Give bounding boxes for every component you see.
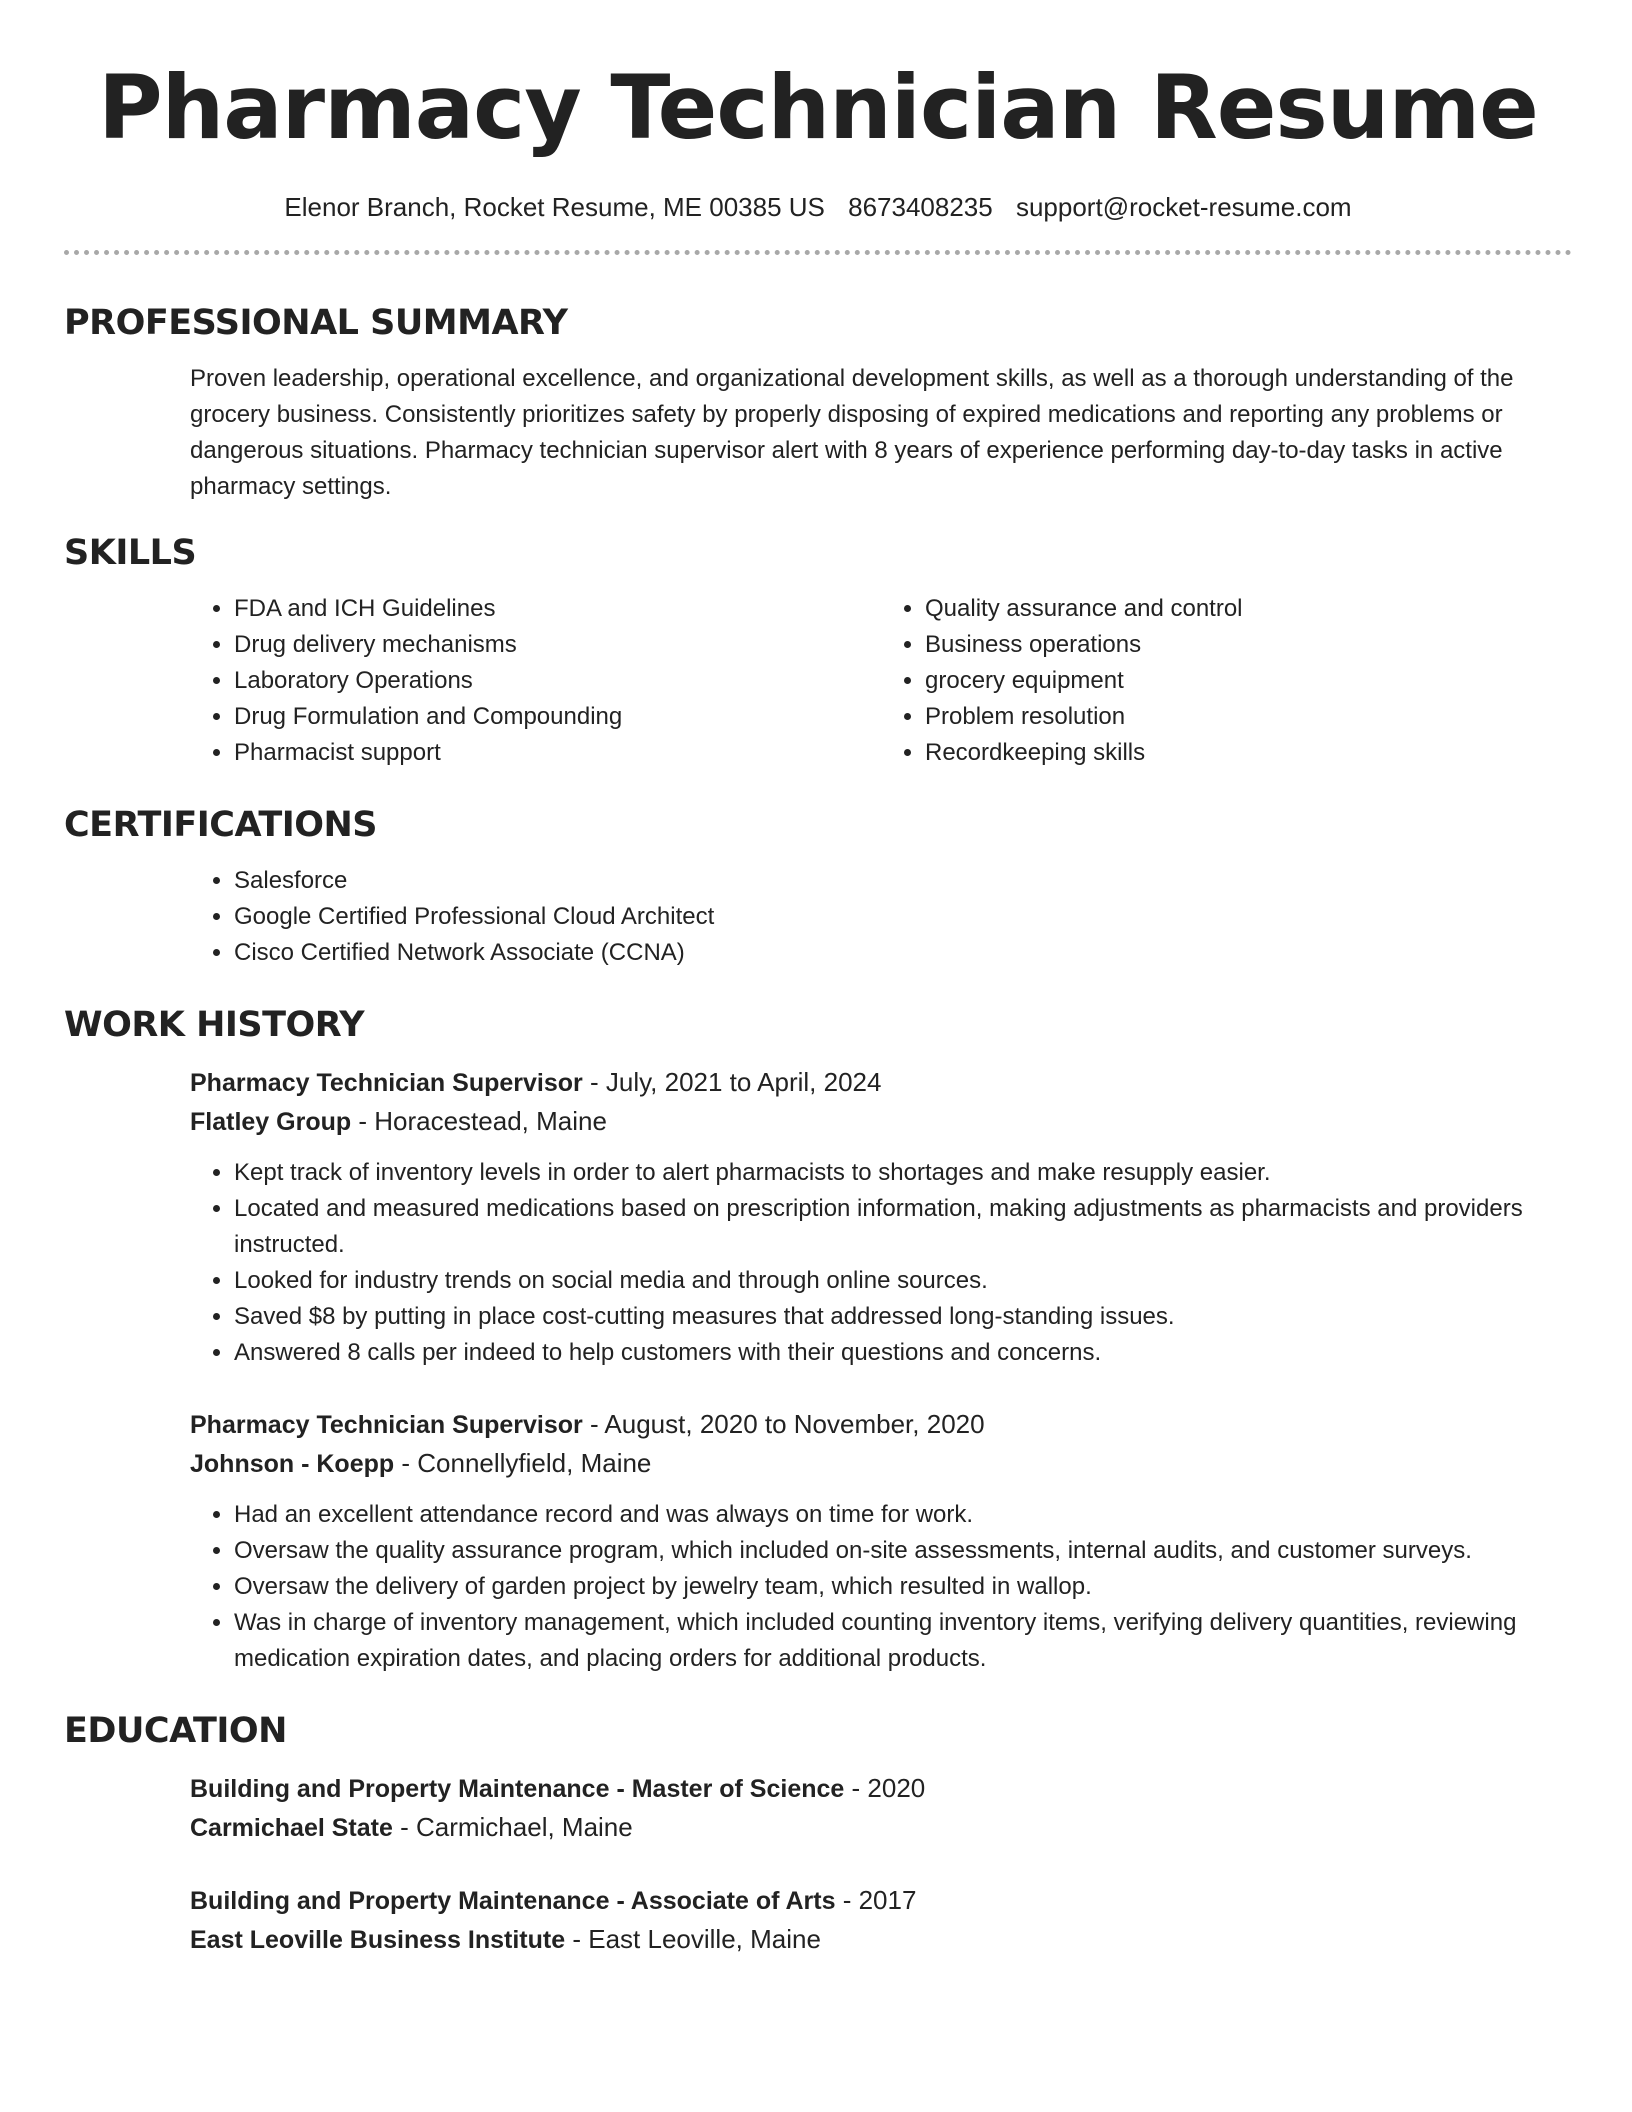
education-degree: Building and Property Maintenance - Associate of Arts — [190, 1887, 836, 1915]
skills-grid — [190, 591, 1572, 771]
summary-heading: PROFESSIONAL SUMMARY — [64, 303, 568, 343]
resume-title: Pharmacy Technician Resume — [98, 56, 1538, 159]
job-bullet: • Looked for industry trends on social media and through online sources. — [234, 1263, 1572, 1299]
certification-item: • Salesforce — [234, 863, 1572, 899]
header-divider — [64, 250, 1572, 255]
job-title-line — [190, 1063, 1572, 1102]
skill-item: • grocery equipment — [925, 663, 1572, 699]
education-degree-line — [190, 1881, 1572, 1920]
job-bullet: • Oversaw the quality assurance program, which included on-site assessments, internal audits, and customer surveys. — [234, 1533, 1572, 1569]
education-school-line — [190, 1920, 1572, 1959]
job-dates: - July, 2021 to April, 2024 — [582, 1067, 882, 1097]
skill-item: • Business operations — [925, 627, 1572, 663]
summary-section — [64, 301, 1572, 505]
resume-page — [64, 0, 1572, 1959]
education-year: - 2020 — [844, 1773, 926, 1803]
certifications-list — [190, 863, 1572, 971]
contact-email: support@rocket-resume.com — [1015, 192, 1352, 222]
skills-right-list — [881, 591, 1572, 771]
contact-line — [64, 190, 1572, 224]
contact-phone: 8673408235 — [848, 192, 993, 222]
skill-item: • Problem resolution — [925, 699, 1572, 735]
education-school: East Leoville Business Institute — [190, 1926, 566, 1954]
education-school-line — [190, 1808, 1572, 1847]
skills-left-list — [190, 591, 881, 771]
job-bullet: • Kept track of inventory levels in order to alert pharmacists to shortages and make resupply easier. — [234, 1155, 1572, 1191]
contact-address: Elenor Branch, Rocket Resume, ME 00385 US — [284, 192, 825, 222]
education-degree-line — [190, 1769, 1572, 1808]
skill-item: • Laboratory Operations — [234, 663, 881, 699]
skill-item: • Recordkeeping skills — [925, 735, 1572, 771]
job-company: Flatley Group — [190, 1108, 352, 1136]
job-bullet: • Was in charge of inventory management, which included counting inventory items, verifying delivery quantities, reviewing medication expiration dates, and placing orders for additional products. — [234, 1605, 1572, 1677]
job-bullet: • Located and measured medications based on prescription information, making adjustments as pharmacists and providers instructed. — [234, 1191, 1572, 1263]
skills-heading: SKILLS — [64, 533, 197, 573]
job-bullet: • Saved $8 by putting in place cost-cutting measures that addressed long-standing issues. — [234, 1299, 1572, 1335]
work-heading: WORK HISTORY — [64, 1005, 365, 1045]
skill-item: • Drug Formulation and Compounding — [234, 699, 881, 735]
education-section — [64, 1709, 1572, 1959]
certifications-section — [64, 803, 1572, 971]
certification-item: • Google Certified Professional Cloud Architect — [234, 899, 1572, 935]
job-bullets — [190, 1155, 1572, 1371]
skills-section — [64, 531, 1572, 771]
education-entry — [190, 1769, 1572, 1847]
job-dates: - August, 2020 to November, 2020 — [582, 1409, 985, 1439]
skill-item: • Quality assurance and control — [925, 591, 1572, 627]
certification-item: • Cisco Certified Network Associate (CCNA) — [234, 935, 1572, 971]
job-title-line — [190, 1405, 1572, 1444]
certifications-heading: CERTIFICATIONS — [64, 805, 378, 845]
job-location: - Connellyfield, Maine — [394, 1448, 652, 1478]
job-location: - Horacestead, Maine — [351, 1106, 607, 1136]
job-title: Pharmacy Technician Supervisor — [190, 1069, 583, 1097]
education-degree: Building and Property Maintenance - Master of Science — [190, 1775, 845, 1803]
job-entry — [190, 1063, 1572, 1371]
job-bullets — [190, 1497, 1572, 1677]
skill-item: • Drug delivery mechanisms — [234, 627, 881, 663]
job-bullet: • Had an excellent attendance record and was always on time for work. — [234, 1497, 1572, 1533]
work-section — [64, 1003, 1572, 1677]
job-title: Pharmacy Technician Supervisor — [190, 1411, 583, 1439]
education-school: Carmichael State — [190, 1814, 393, 1842]
job-bullet: • Answered 8 calls per indeed to help customers with their questions and concerns. — [234, 1335, 1572, 1371]
skill-item: • FDA and ICH Guidelines — [234, 591, 881, 627]
job-company-line — [190, 1444, 1572, 1483]
education-location: - Carmichael, Maine — [392, 1812, 633, 1842]
job-bullet: • Oversaw the delivery of garden project by jewelry team, which resulted in wallop. — [234, 1569, 1572, 1605]
job-company-line — [190, 1102, 1572, 1141]
job-company: Johnson - Koepp — [190, 1450, 395, 1478]
education-entry — [190, 1881, 1572, 1959]
education-heading: EDUCATION — [64, 1711, 287, 1751]
skill-item: • Pharmacist support — [234, 735, 881, 771]
summary-text: Proven leadership, operational excellence, and organizational development skills, as well as a thorough understanding of the grocery business. Consistently prioritizes safety by properly disposing of expired medications and reporting any problems or dangerous situations. Pharmacy technician supervisor alert with 8 years of experience performing day-to-day tasks in active pharmacy settings. — [190, 365, 1514, 500]
education-year: - 2017 — [835, 1885, 917, 1915]
education-location: - East Leoville, Maine — [565, 1924, 821, 1954]
job-entry — [190, 1405, 1572, 1677]
